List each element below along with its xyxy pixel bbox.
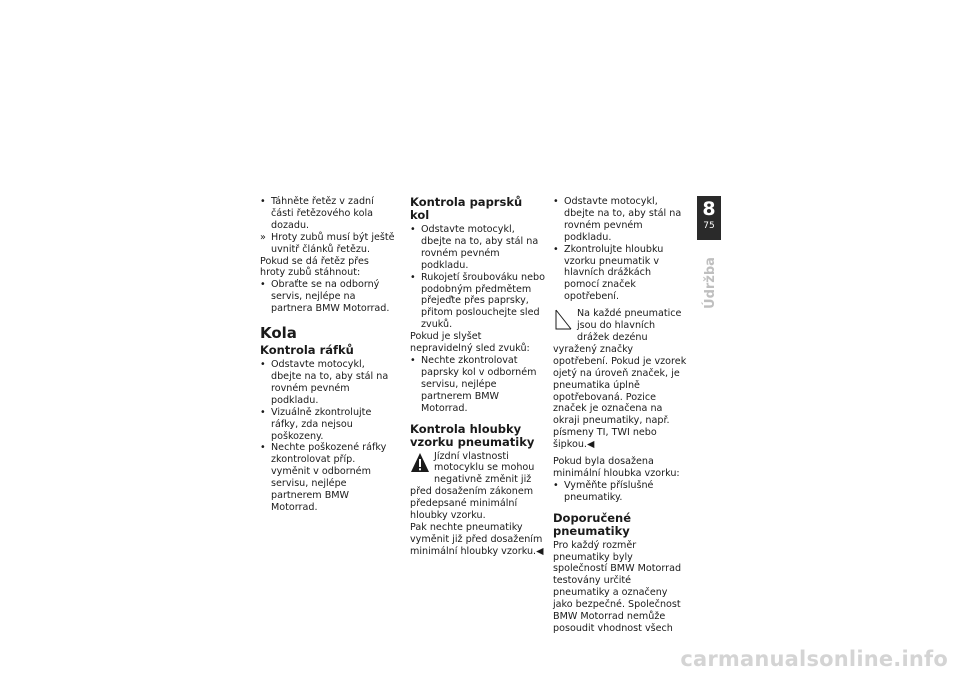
section-heading: Kola [260, 324, 297, 343]
list-item-text: Odstavte motocykl, dbejte na to, aby stál na rovném pevném podkladu. [421, 224, 539, 271]
paragraph: Pokud je slyšet nepravidelný sled zvuků: [410, 331, 530, 355]
chapter-number: 8 [702, 198, 716, 220]
bullet: • [553, 479, 559, 491]
list-marker: • [260, 196, 266, 207]
info-note [553, 308, 688, 451]
paragraph: Pokud se dá řetěz přes hroty zubů stáhnout: [260, 255, 369, 279]
list-item [260, 279, 396, 315]
subsection-heading: Kontrola hloubky vzorku pneumatiky [410, 421, 535, 449]
subsection-heading: Kontrola ráfků [260, 343, 354, 358]
list-item [410, 355, 545, 415]
warning-text: Jízdní vlastnosti motocyklu se mohou negativně změnit již před dosažením zákonem předepsané minimální hloubky vzorku. [410, 450, 535, 522]
bullet: • [410, 271, 416, 283]
column-right [553, 196, 688, 635]
paragraph: Pro každý rozměr pneumatiky byly společností BMW Motorrad testovány určité pneumatiky a označeny jako bezpečné. Společnost BMW Motorrad nemůže posoudit vhodnost všech [553, 539, 682, 634]
list-item [553, 480, 688, 504]
bullet: • [260, 442, 266, 454]
paragraph: Pak nechte pneumatiky vyměnit již před dosažením minimální hloubky vzorku.◀ [410, 521, 544, 557]
note-corner-icon [553, 308, 573, 332]
list-item [260, 232, 396, 256]
bullet: • [410, 354, 416, 366]
list-item-text: Nechte zkontrolovat paprsky kol v odborném servisu, nejlépe partnerem BMW Motorrad. [421, 354, 537, 414]
list-marker: » [260, 231, 266, 243]
list-item-text: Nechte poškozené ráfky zkontrolovat příp. vyměnit v odborném servisu, nejlépe partnerem BMW Motorrad. [271, 442, 387, 513]
paragraph: Pokud byla dosažena minimální hloubka vzorku: [553, 456, 680, 479]
bullet: • [260, 359, 266, 371]
list-item-text: Zkontrolujte hloubku vzorku pneumatik v hlavních drážkách pomocí značek opotřebení. [564, 243, 664, 303]
list-item [553, 244, 688, 304]
bullet: • [260, 406, 266, 418]
page-number: 75 [703, 221, 715, 231]
list-marker: • [260, 279, 266, 291]
list-item-text: Vyměňte příslušné pneumatiky. [564, 479, 654, 503]
warning-note [410, 451, 545, 522]
list-item-text: Hroty zubů musí být ještě uvnitř článků řetězu. [271, 231, 395, 255]
list-item [410, 272, 545, 332]
list-item-text: Vizuálně zkontrolujte ráfky, zda nejsou poškozeny. [271, 406, 372, 442]
list-item-text: Obraťte se na odborný servis, nejlépe na partnera BMW Motorrad. [271, 279, 390, 315]
list-item [260, 359, 396, 407]
warning-triangle-icon [410, 451, 430, 475]
section-label: Údržba [703, 257, 718, 309]
column-middle [410, 196, 545, 558]
subsection-heading: Doporučené pneumatiky [553, 510, 632, 538]
note-text: Na každé pneumatice jsou do hlavních drážek dezénu vyražený značky opotřebení. Pokud je vzorek ojetý na úroveň značek, je pneumatika úplně opotřebovaná. Pozice značek je označena na okraji pneumatiky, např. písmeny TI, TWI nebo šipkou.◀ [553, 308, 687, 451]
bullet: • [553, 243, 559, 255]
list-item [410, 224, 545, 272]
list-item-text: Táhněte řetěz v zadní části řetězového kola dozadu. [271, 196, 374, 231]
list-item-text: Odstavte motocykl, dbejte na to, aby stál na rovném pevném podkladu. [271, 359, 389, 406]
bullet: • [553, 196, 559, 207]
subsection-heading: Kontrola paprsků kol [410, 195, 523, 222]
bullet: • [410, 224, 416, 235]
list-item [553, 196, 688, 244]
list-item-text: Rukojetí šroubováku nebo podobným předmětem přejeďte přes paprsky, přitom poslouchejte sled zvuků. [421, 271, 545, 331]
list-item-text: Odstavte motocykl, dbejte na to, aby stál na rovném pevném podkladu. [564, 196, 682, 243]
list-item [260, 442, 396, 513]
watermark: carmanualsonline.info [680, 647, 948, 671]
list-item [260, 196, 396, 232]
column-left [260, 196, 396, 514]
list-item [260, 407, 396, 443]
